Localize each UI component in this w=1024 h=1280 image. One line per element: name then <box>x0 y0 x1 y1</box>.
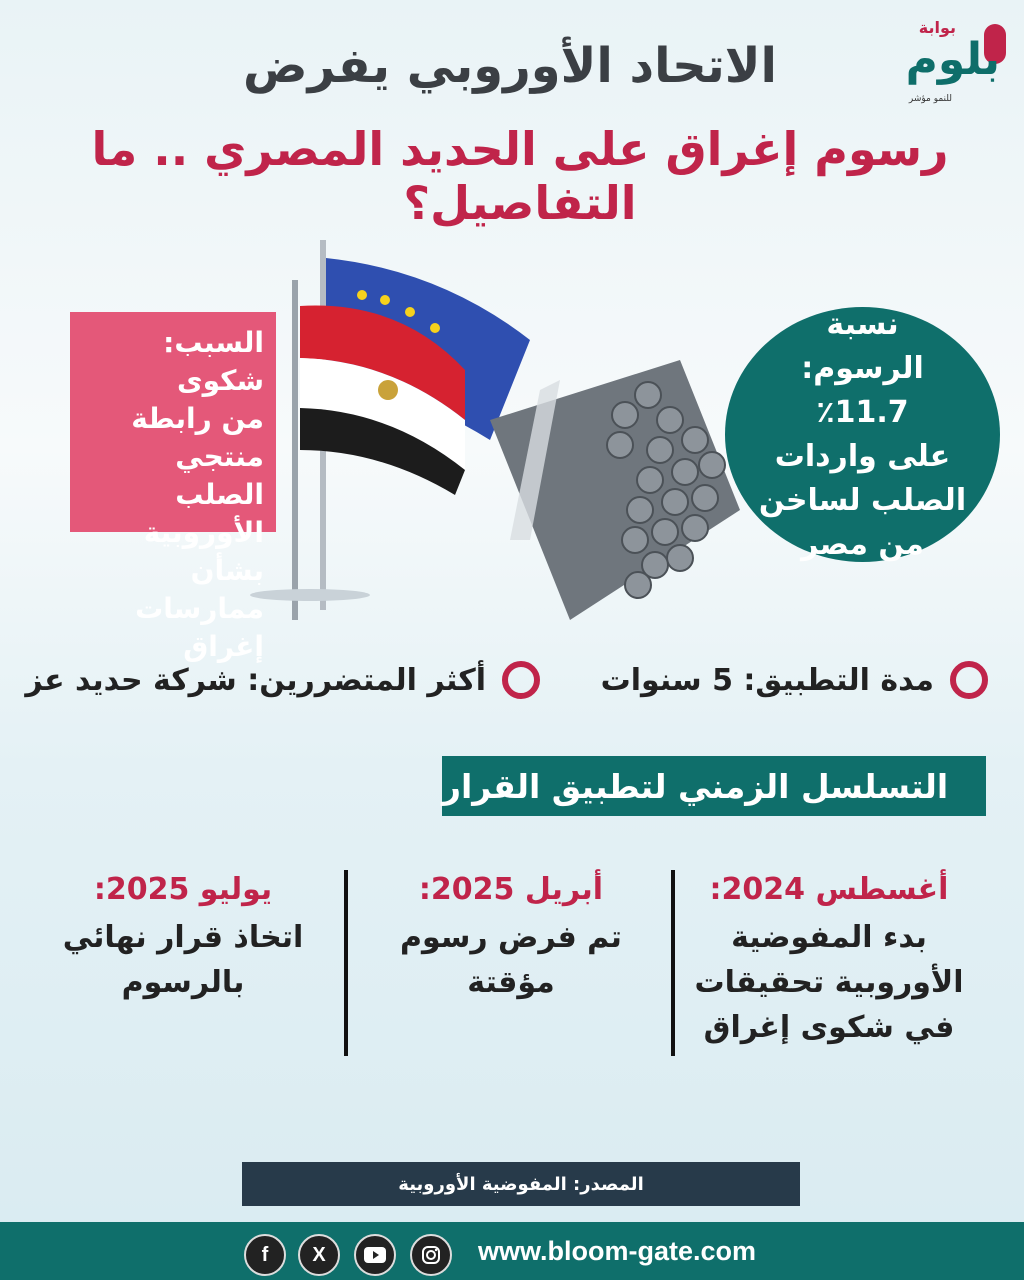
info-most-affected <box>20 655 540 705</box>
timeline-desc-line: تم فرض رسوم <box>400 920 622 955</box>
rate-line: الرسوم: 11.7٪ <box>801 350 924 430</box>
timeline-date: يوليو 2025: <box>93 872 273 907</box>
reason-line: السبب: شكوى <box>163 326 264 397</box>
headline-line-2: رسوم إغراق على الحديد المصري .. ما التفاصيل؟ <box>91 122 949 230</box>
duration-text: مدة التطبيق: 5 سنوات <box>600 662 934 698</box>
rate-line: على واردات <box>774 438 951 474</box>
brand-logo <box>864 14 1014 104</box>
x-icon[interactable]: X <box>298 1234 340 1276</box>
reason-line: منتجي الصلب <box>175 440 264 511</box>
flag-pole-egypt <box>292 280 298 620</box>
reason-line: ممارسات إغراق <box>135 592 264 663</box>
reason-line: الأوروبية بشأن <box>143 516 264 587</box>
timeline-desc-line: الأوروبية تحقيقات <box>694 965 964 1000</box>
timeline-title: التسلسل الزمني لتطبيق القرار <box>442 756 986 816</box>
ring-bullet-icon <box>502 661 540 699</box>
timeline-desc-line: بدء المفوضية <box>731 920 927 955</box>
reason-box <box>70 312 276 663</box>
instagram-icon[interactable] <box>410 1234 452 1276</box>
timeline-date: أغسطس 2024: <box>709 872 949 907</box>
timeline-item <box>674 872 984 1057</box>
timeline-desc-line: بالرسوم <box>121 965 245 1000</box>
affected-text: أكثر المتضررين: شركة حديد عز <box>25 662 486 698</box>
facebook-icon[interactable]: f <box>244 1234 286 1276</box>
website-link[interactable]: www.bloom-gate.com <box>478 1236 757 1266</box>
tariff-rate-circle <box>725 307 1000 562</box>
timeline-item <box>18 872 348 1057</box>
timeline-desc-line: اتخاذ قرار نهائي <box>62 920 304 955</box>
logo-portal-label: بوابة <box>918 18 956 37</box>
timeline-desc-line: في شكوى إغراق <box>703 1010 955 1045</box>
logo-tagline: للنمو مؤشر <box>908 94 952 104</box>
timeline-item <box>350 872 672 1057</box>
egypt-eagle-emblem <box>378 380 398 400</box>
youtube-icon[interactable] <box>354 1234 396 1276</box>
rate-line: من مصر <box>801 526 924 562</box>
flags-and-steel-illustration <box>240 240 760 640</box>
timeline-date: أبريل 2025: <box>418 872 604 907</box>
ring-bullet-icon <box>950 661 988 699</box>
rate-line: نسبة <box>826 306 899 342</box>
steel-rebar-bundle <box>490 360 740 620</box>
headline-line-1: الاتحاد الأوروبي يفرض <box>243 38 777 94</box>
timeline-desc-line: مؤقتة <box>467 965 555 1000</box>
reason-line: من رابطة <box>131 402 264 435</box>
logo-brand-name: بلوم <box>905 34 1000 85</box>
source-caption: المصدر: المفوضية الأوروبية <box>242 1162 800 1206</box>
info-duration <box>558 655 988 705</box>
rate-line: الصلب لساخن <box>758 482 967 518</box>
